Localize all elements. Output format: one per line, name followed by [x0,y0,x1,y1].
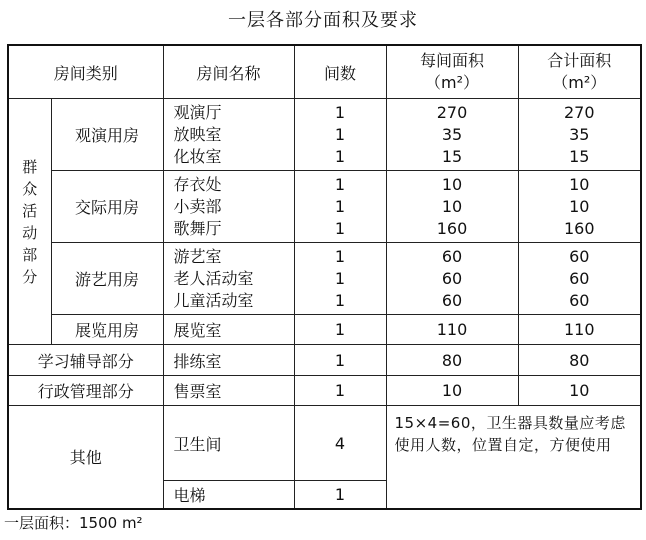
room-name: 展览室 [163,315,294,345]
room-names: 游艺室 老人活动室 儿童活动室 [163,243,294,315]
room-counts: 1 1 1 [294,171,386,243]
room-each-areas: 270 35 15 [386,99,518,171]
group-label-mass-activity: 群 众 活 动 部 分 [8,99,51,345]
table-title: 一层各部分面积及要求 [228,10,418,31]
table-row [8,315,641,345]
room-name: 售票室 [163,376,294,406]
room-count: 1 [294,345,386,376]
room-name: 排练室 [163,345,294,376]
room-total-areas: 270 35 15 [518,99,641,171]
toilet-note: 15×4=60，卫生器具数量应考虑使用人数，位置自定，方便使用 [386,406,641,509]
room-each-area: 110 [386,315,518,345]
header-total-area: 合计面积 （m²） [518,45,641,99]
room-count: 1 [294,481,386,509]
room-type: 游艺用房 [51,243,163,315]
room-name: 电梯 [163,481,294,509]
room-each-area: 10 [386,376,518,406]
room-total-areas: 10 10 160 [518,171,641,243]
room-count: 1 [294,315,386,345]
room-count: 1 [294,376,386,406]
room-count: 4 [294,406,386,481]
header-name: 房间名称 [163,45,294,99]
table-row [8,243,641,315]
header-type: 房间类别 [8,45,163,99]
room-total-areas: 60 60 60 [518,243,641,315]
room-each-area: 80 [386,345,518,376]
room-total-area: 80 [518,345,641,376]
table-row [8,345,641,376]
table-row [8,406,641,481]
room-type: 观演用房 [51,99,163,171]
floor-area-label: 一层面积：1500 m² [4,514,143,532]
header-count: 间数 [294,45,386,99]
table-row [8,171,641,243]
room-type: 交际用房 [51,171,163,243]
room-counts: 1 1 1 [294,243,386,315]
room-type: 学习辅导部分 [8,345,163,376]
room-type: 其他 [8,406,163,509]
table-row [8,376,641,406]
room-type: 展览用房 [51,315,163,345]
area-requirements-table [7,44,642,510]
room-names: 存衣处 小卖部 歌舞厅 [163,171,294,243]
room-each-areas: 60 60 60 [386,243,518,315]
room-each-areas: 10 10 160 [386,171,518,243]
room-counts: 1 1 1 [294,99,386,171]
room-names: 观演厅 放映室 化妆室 [163,99,294,171]
room-total-area: 110 [518,315,641,345]
table-row [8,99,641,171]
room-type: 行政管理部分 [8,376,163,406]
room-name: 卫生间 [163,406,294,481]
header-each-area: 每间面积 （m²） [386,45,518,99]
header-row [8,45,641,99]
room-total-area: 10 [518,376,641,406]
